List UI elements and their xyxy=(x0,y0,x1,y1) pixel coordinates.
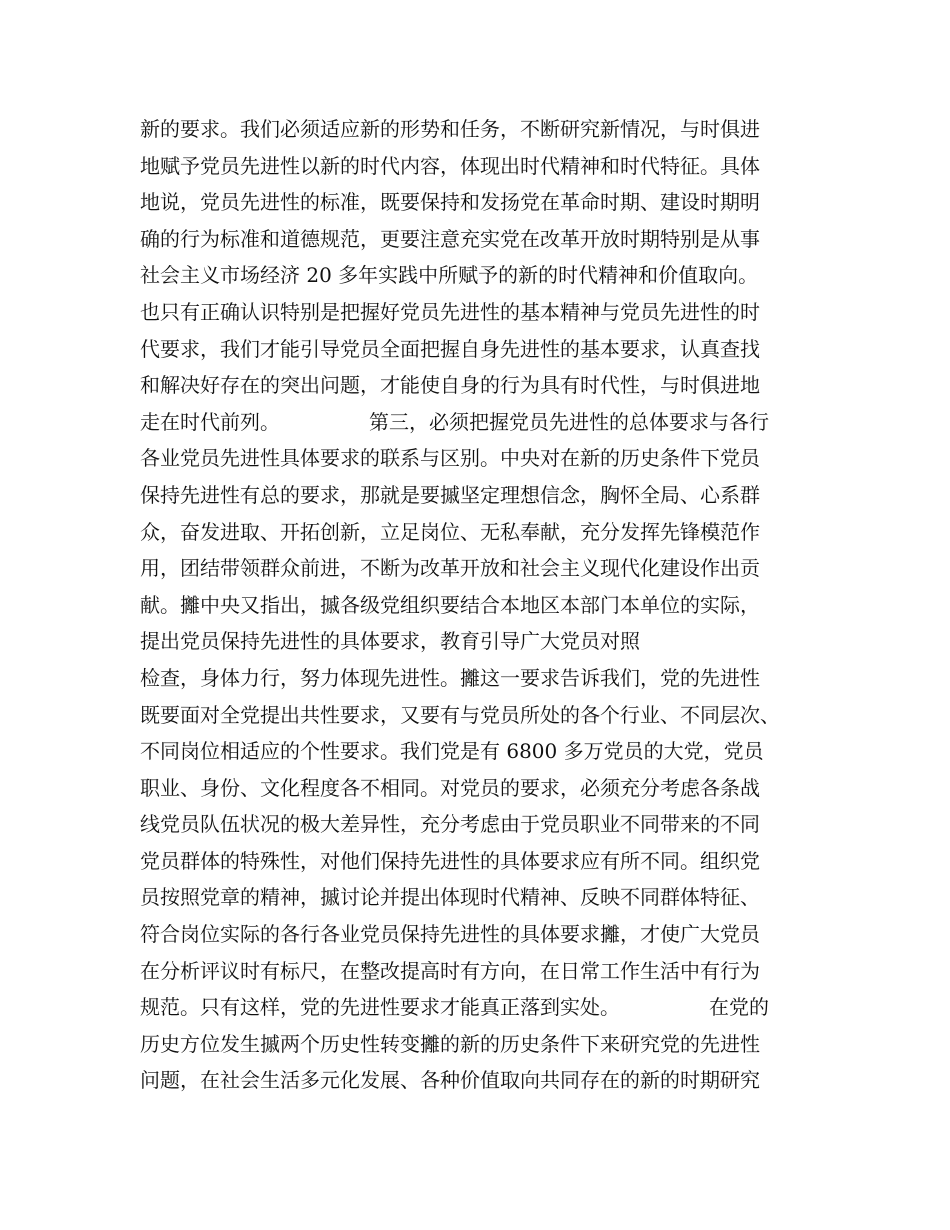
text-line: 地赋予党员先进性以新的时代内容，体现出时代精神和时代特征。具体 xyxy=(140,153,760,178)
text-line: 提出党员保持先进性的具体要求，教育引导广大党员对照 xyxy=(140,629,640,654)
text-line: 问题，在社会生活多元化发展、各种价值取向共同存在的新的时期研究 xyxy=(140,1068,760,1093)
text-line: 职业、身份、文化程度各不相同。对党员的要求，必须充分考虑各条战 xyxy=(140,775,760,800)
text-line: 代要求，我们才能引导党员全面把握自身先进性的基本要求，认真查找 xyxy=(140,336,760,361)
text-line: 既要面对全党提出共性要求，又要有与党员所处的各个行业、不同层次、 xyxy=(140,702,780,727)
text-line: 规范。只有这样，党的先进性要求才能真正落到实处。 在党的 xyxy=(140,995,770,1020)
text-line: 符合岗位实际的各行各业党员保持先进性的具体要求攡，才使广大党员 xyxy=(140,922,760,947)
text-line: 线党员队伍状况的极大差异性，充分考虑由于党员职业不同带来的不同 xyxy=(140,812,760,837)
text-line: 和解决好存在的突出问题，才能使自身的行为具有时代性，与时俱进地 xyxy=(140,373,760,398)
text-line: 保持先进性有总的要求，那就是要摵坚定理想信念，胸怀全局、心系群 xyxy=(140,482,760,507)
text-line: 用，团结带领群众前进，不断为改革开放和社会主义现代化建设作出贡 xyxy=(140,556,760,581)
text-line: 地说，党员先进性的标准，既要保持和发扬党在革命时期、建设时期明 xyxy=(140,190,760,215)
text-line: 员按照党章的精神，摵讨论并提出体现时代精神、反映不同群体特征、 xyxy=(140,885,760,910)
body-text xyxy=(140,111,840,1099)
text-line: 不同岗位相适应的个性要求。我们党是有 6800 多万党员的大党，党员 xyxy=(140,739,764,764)
text-line: 也只有正确认识特别是把握好党员先进性的基本精神与党员先进性的时 xyxy=(140,299,760,324)
text-line: 众，奋发进取、开拓创新，立足岗位、无私奉献，充分发挥先锋模范作 xyxy=(140,519,760,544)
text-line: 历史方位发生摵两个历史性转变攡的新的历史条件下来研究党的先进性 xyxy=(140,1031,760,1056)
text-line: 新的要求。我们必须适应新的形势和任务，不断研究新情况，与时俱进 xyxy=(140,117,760,141)
text-line: 党员群体的特殊性，对他们保持先进性的具体要求应有所不同。组织党 xyxy=(140,848,760,873)
text-line: 在分析评议时有标尺，在整改提高时有方向，在日常工作生活中有行为 xyxy=(140,958,760,983)
text-line: 检查，身体力行，努力体现先进性。攡这一要求告诉我们，党的先进性 xyxy=(140,665,760,690)
text-line: 献。攡中央又指出，摵各级党组织要结合本地区本部门本单位的实际， xyxy=(140,592,760,617)
text-line: 确的行为标准和道德规范，更要注意充实党在改革开放时期特别是从事 xyxy=(140,226,760,251)
text-line: 社会主义市场经济 20 多年实践中所赋予的新的时代精神和价值取向。 xyxy=(140,263,759,288)
text-line: 走在时代前列。 第三，必须把握党员先进性的总体要求与各行 xyxy=(140,409,770,434)
text-line: 各业党员先进性具体要求的联系与区别。中央对在新的历史条件下党员 xyxy=(140,446,760,471)
